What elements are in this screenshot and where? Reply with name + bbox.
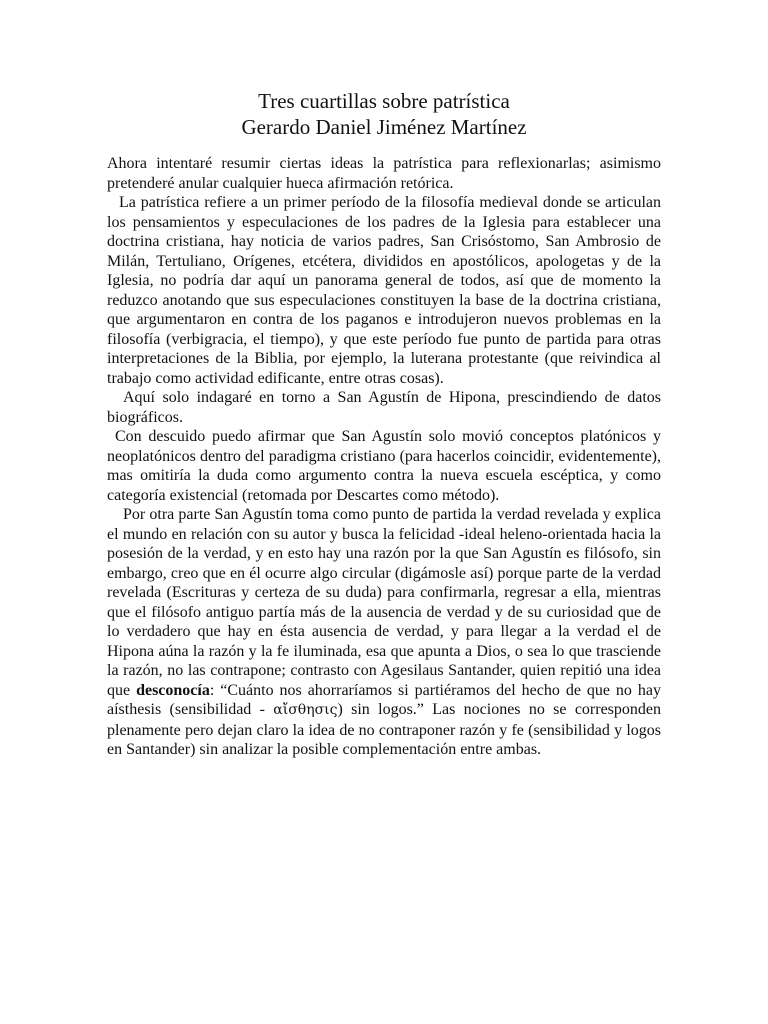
- paragraph-text-part-1: Por otra parte San Agustín toma como punto de partida la verdad revelada y explica el mundo en relación con su autor y busca la felicidad -ideal heleno-orientada hacia la posesión de la verdad, y en esto hay una razón por la que San Agustín es filósofo, sin embargo, creo que en él ocurre algo circular (digámosle así) porque parte de la verdad revelada (Escrituras y certeza de su duda) para confirmarla, regresar a ella, mientras que el filósofo antiguo partía más de la ausencia de verdad y de su curiosidad que de lo verdadero que hay en ésta ausencia de verdad, y para llegar a la verdad el de Hipona aúna la razón y la fe iluminada, esa que apunta a Dios, o sea lo que trasciende la razón, no las contrapone; contrasto con Agesilaus Santander, quien repitió una idea que: [107, 506, 661, 699]
- document-title: Tres cuartillas sobre patrística: [258, 89, 510, 113]
- greek-word-aisthesis: αἴσθησις: [273, 702, 338, 718]
- paragraph-platonic-concepts: Con descuido puedo afirmar que San Agustín solo movió conceptos platónicos y neoplatónicos dentro del paradigma cristiano (para hacerlos coincidir, evidentemente), mas omitiría la duda como argumento contra la nueva escuela escéptica, y como categoría existencial (retomada por Descartes como método).: [107, 428, 661, 504]
- paragraph-verdad-revelada: [107, 505, 661, 760]
- bold-word-desconocia: desconocía: [136, 681, 210, 699]
- paragraph-patristica: La patrística refiere a un primer período de la filosofía medieval donde se articulan los pensamientos y especulaciones de los padres de la Iglesia para establecer una doctrina cristiana, hay noticia de varios padres, San Crisóstomo, San Ambrosio de Milán, Tertuliano, Orígenes, etcétera, divididos en apostólicos, apologetas y de la Iglesia, no podría dar aquí un panorama general de todos, así que de momento la reduzco anotando que sus especulaciones constituyen la base de la doctrina cristiana, que argumentaron en contra de los paganos e introdujeron nuevos problemas en la filosofía (verbigracia, el tiempo), y que este período fue punto de partida para otras interpretaciones de la Biblia, por ejemplo, la luterana protestante (que reivindica al trabajo como actividad edificante, entre otras cosas).: [107, 194, 661, 387]
- document-page: [107, 88, 661, 760]
- title-block: [107, 88, 661, 140]
- paragraph-text-part-3: ) sin logos.” Las nociones no se corresponden plenamente pero dejan claro la idea de no contraponer razón y fe (sensibilidad y logos en Santander) sin analizar la posible complementación entre ambas.: [107, 701, 662, 758]
- paragraph-text-part-2: : “Cuánto nos ahorraríamos si partiéramos del hecho de que no hay aísthesis (sensibilidad -: [107, 681, 661, 718]
- paragraph-san-agustin: Aquí solo indagaré en torno a San Agustín de Hipona, prescindiendo de datos biográficos.: [107, 389, 661, 426]
- document-author: Gerardo Daniel Jiménez Martínez: [241, 115, 527, 139]
- paragraph-intro: Ahora intentaré resumir ciertas ideas la patrística para reflexionarlas; asimismo pretenderé anular cualquier hueca afirmación retórica.: [107, 155, 661, 192]
